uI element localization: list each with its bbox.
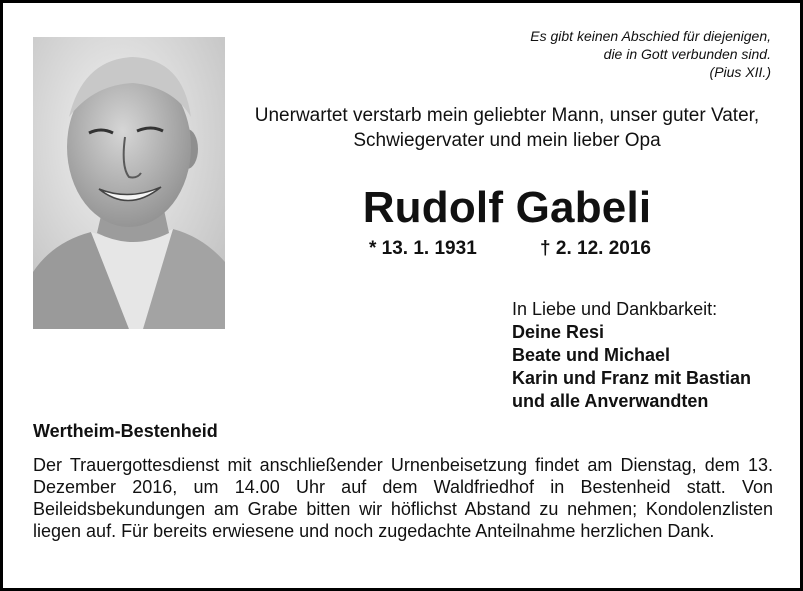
location-heading: Wertheim-Bestenheid [33, 421, 218, 441]
birth-date: * 13. 1. 1931 [369, 238, 477, 259]
portrait-image [33, 37, 225, 329]
announcement-intro [239, 103, 775, 153]
quote-line-1: Es gibt keinen Abschied für diejenigen, [530, 28, 771, 44]
intro-line-1: Unerwartet verstarb mein geliebter Mann, unser guter Vater, [254, 105, 760, 126]
funeral-notice-text: Der Trauergottesdienst mit anschließender Urnenbeisetzung findet am Dienstag, dem 13. Dezember 2016, um 14.00 Uhr auf dem Waldfriedhof in Bestenheid statt. Von Beileidsbekundungen am Grabe bitten wir höflichst Abstand zu nehmen; Kondolenzlisten liegen auf. Für bereits erwiesene und noch zugedachte Anteilnahme herzlichen Dank. [33, 455, 773, 541]
intro-line-2: Schwiegervater und mein lieber Opa [353, 130, 661, 151]
mourner-name: Beate und Michael [512, 345, 671, 365]
mourners-block [512, 298, 751, 413]
mourner-name: Deine Resi [512, 322, 605, 342]
mourner-name: Karin und Franz mit Bastian [512, 368, 752, 388]
mourner-name: und alle Anverwandten [512, 391, 709, 411]
quote-line-2: die in Gott verbunden sind. [603, 46, 771, 62]
memorial-quote [530, 27, 771, 81]
death-date: † 2. 12. 2016 [540, 238, 651, 259]
life-dates [369, 237, 651, 261]
quote-source: (Pius XII.) [709, 64, 771, 80]
deceased-name: Rudolf Gabeli [362, 183, 652, 232]
mourners-lead: In Liebe und Dankbarkeit: [512, 299, 718, 319]
portrait-photo [33, 37, 225, 329]
